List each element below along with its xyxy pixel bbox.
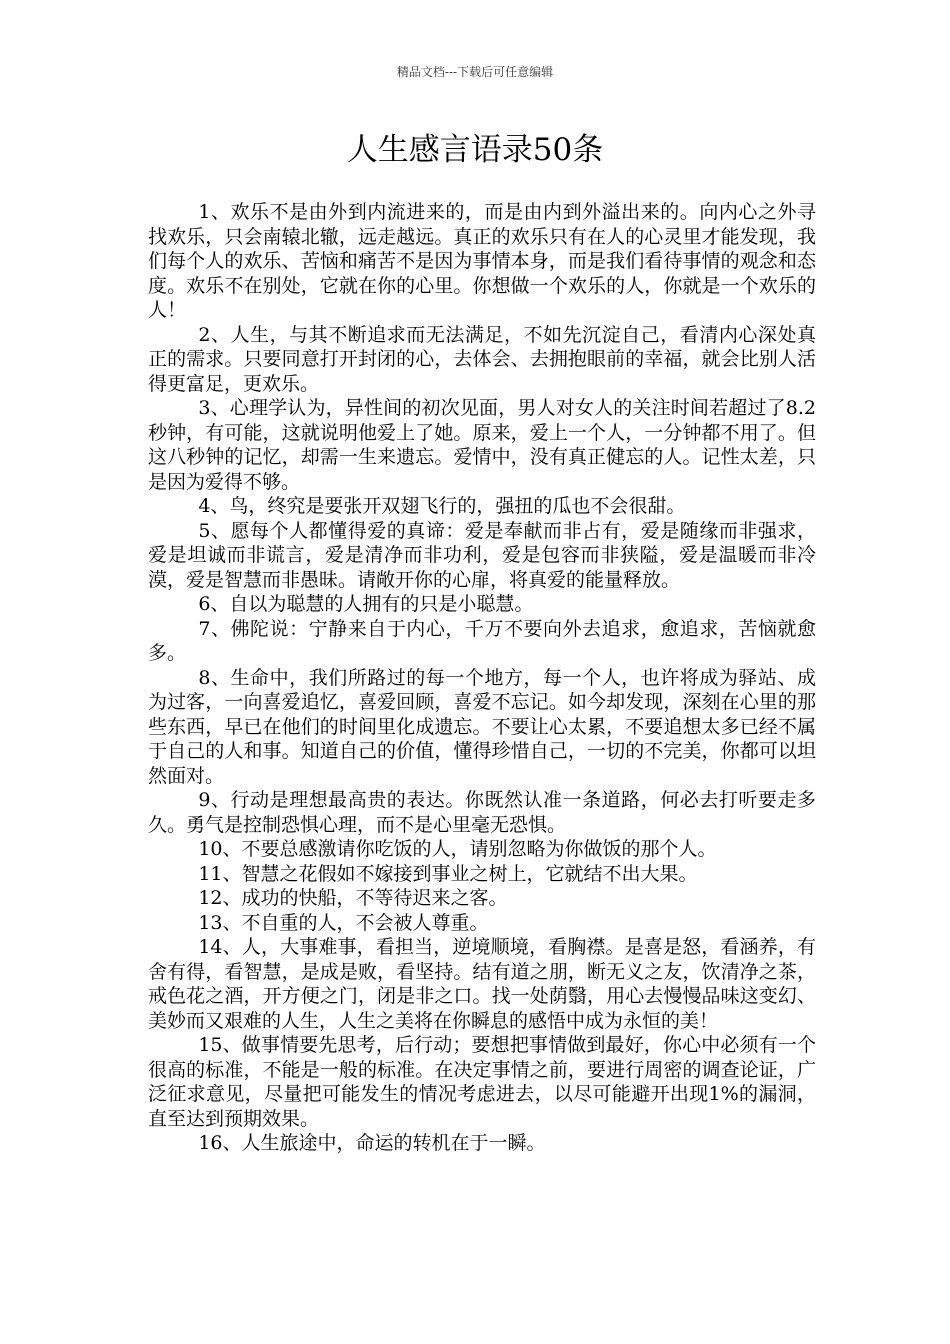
paragraph: 14、人，大事难事，看担当，逆境顺境，看胸襟。是喜是怒，看涵养，有舍有得，看智慧，是成是败，看坚持。结有道之朋，断无义之友，饮清净之茶，戒色花之酒，开方便之门，闭是非之口。找一处荫翳，用心去慢慢品味这变幻、美妙而又艰难的人生，人生之美将在你瞬息的感悟中成为永恒的美！ (148, 936, 816, 1032)
paragraph: 11、智慧之花假如不嫁接到事业之树上，它就结不出大果。 (198, 862, 698, 885)
paragraph: 4、鸟，终究是要张开双翅飞行的，强扭的瓜也不会很甜。 (198, 495, 686, 517)
paragraph: 16、人生旅途中，命运的转机在于一瞬。 (198, 1132, 546, 1154)
paragraph: 10、不要总感激请你吃饭的人，请别忽略为你做饭的那个人。 (198, 838, 717, 860)
document-title: 人生感言语录50条 (346, 132, 604, 168)
paragraph: 7、佛陀说：宁静来自于内心，千万不要向外去追求，愈追求，苦恼就愈多。 (148, 617, 816, 664)
paragraph: 12、成功的快船，不等待迟来之客。 (198, 887, 508, 909)
paragraph: 2、人生，与其不断追求而无法满足，不如先沉淀自己，看清内心深处真正的需求。只要同意打开封闭的心，去体会、去拥抱眼前的幸福，就会比别人活得更富足，更欢乐。 (148, 323, 816, 395)
paragraph: 13、不自重的人，不会被人尊重。 (198, 911, 489, 934)
paragraph: 6、自以为聪慧的人拥有的只是小聪慧。 (198, 593, 534, 615)
paragraph: 3、心理学认为，异性间的初次见面，男人对女人的关注时间若超过了8.2秒钟，有可能，这就说明他爱上了她。原来，爱上一个人，一分钟都不用了。但这八秒钟的记忆，却需一生来遗忘。爱情中，没有真正健忘的人。记性太差，只是因为爱得不够。 (148, 397, 816, 493)
document-body (148, 200, 816, 1156)
paragraph: 9、行动是理想最高贵的表达。你既然认准一条道路，何必去打听要走多久。勇气是控制恐惧心理，而不是心里毫无恐惧。 (148, 789, 816, 836)
page-header: 精品文档---下载后可任意编辑 (396, 65, 554, 79)
paragraph: 15、做事情要先思考，后行动；要想把事情做到最好，你心中必须有一个很高的标准，不能是一般的标准。在决定事情之前，要进行周密的调查论证，广泛征求意见，尽量把可能发生的情况考虑进去，以尽可能避开出现1%的漏洞，直至达到预期效果。 (148, 1034, 816, 1130)
paragraph: 1、欢乐不是由外到内流进来的，而是由内到外溢出来的。向内心之外寻找欢乐，只会南辕北辙，远走越远。真正的欢乐只有在人的心灵里才能发现，我们每个人的欢乐、苦恼和痛苦不是因为事情本身，而是我们看待事情的观念和态度。欢乐不在别处，它就在你的心里。你想做一个欢乐的人，你就是一个欢乐的人！ (148, 201, 816, 321)
paragraph: 8、生命中，我们所路过的每一个地方，每一个人，也许将成为驿站、成为过客，一向喜爱追忆，喜爱回顾，喜爱不忘记。如今却发现，深刻在心里的那些东西，早已在他们的时间里化成遗忘。不要让心太累，不要追想太多已经不属于自己的人和事。知道自己的价值，懂得珍惜自己，一切的不完美，你都可以坦然面对。 (148, 666, 816, 787)
paragraph: 5、愿每个人都懂得爱的真谛：爱是奉献而非占有，爱是随缘而非强求，爱是坦诚而非谎言，爱是清净而非功利，爱是包容而非狭隘，爱是温暖而非冷漠，爱是智慧而非愚昧。请敞开你的心扉，将真爱的能量释放。 (148, 519, 816, 591)
